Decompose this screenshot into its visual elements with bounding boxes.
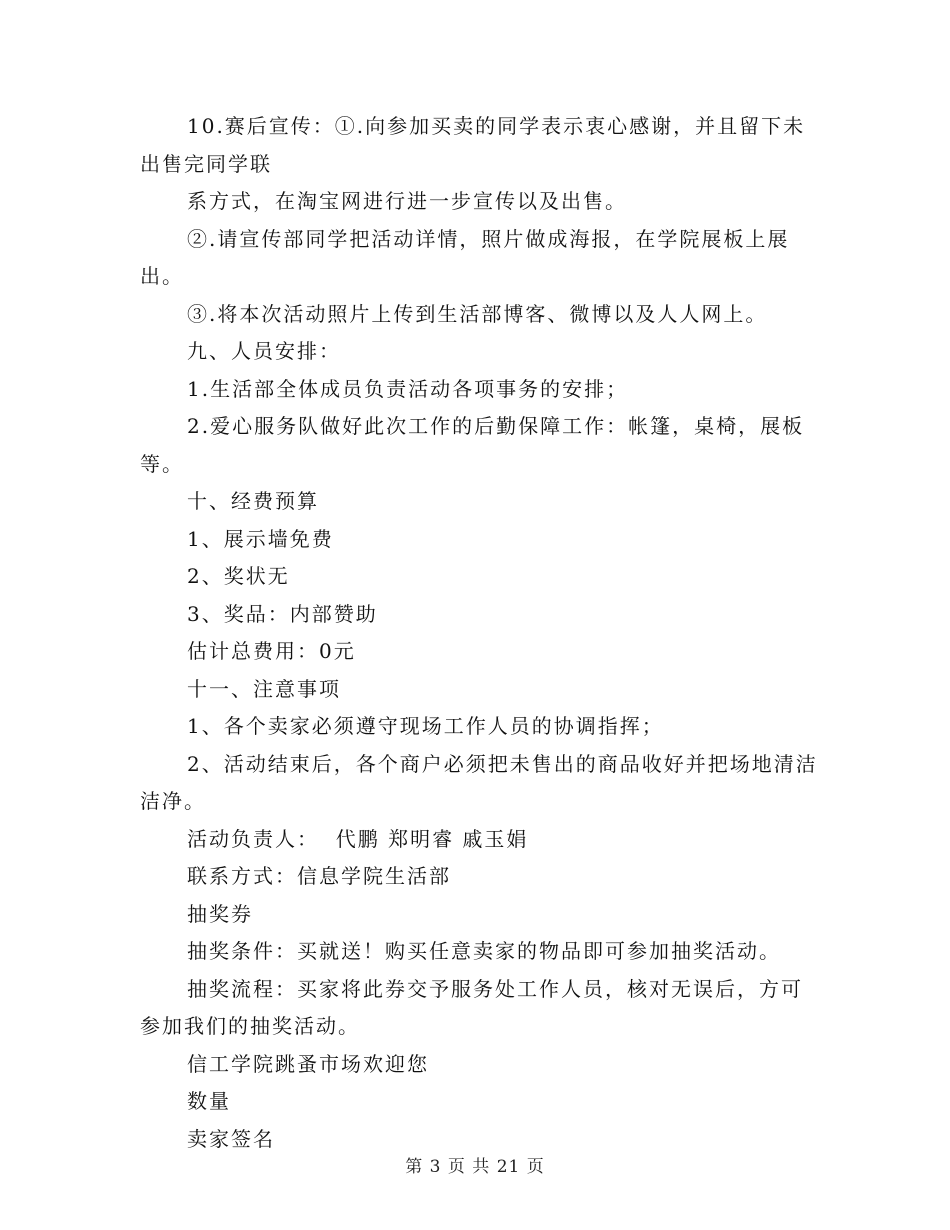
paragraph-contact-taobao: 系方式，在淘宝网进行进一步宣传以及出售。 <box>187 189 627 213</box>
page-number-footer: 第 3 页 共 21 页 <box>405 1157 545 1177</box>
paragraph-lottery-condition: 抽奖条件：买就送！购买任意卖家的物品即可参加抽奖活动。 <box>187 939 781 963</box>
paragraph-staff-item-2: 2.爱心服务队做好此次工作的后勤保障工作：帐篷，桌椅，展板等。 <box>140 414 805 476</box>
paragraph-poster: ②.请宣传部同学把活动详情，照片做成海报，在学院展板上展出。 <box>140 226 790 288</box>
paragraph-welcome: 信工学院跳蚤市场欢迎您 <box>187 1051 429 1076</box>
paragraph-post-event-publicity: 10.赛后宣传：①.向参加买卖的同学表示衷心感谢，并且留下未出售完同学联 <box>140 114 806 176</box>
document-body <box>140 108 820 1158</box>
paragraph-seller-signature: 卖家签名 <box>187 1126 275 1151</box>
paragraph-lottery-process: 抽奖流程：买家将此券交予服务处工作人员，核对无误后，方可参加我们的抽奖活动。 <box>140 976 803 1038</box>
heading-lottery-ticket: 抽奖券 <box>187 901 253 926</box>
paragraph-notes-item-1: 1、各个卖家必须遵守现场工作人员的协调指挥； <box>187 714 664 738</box>
paragraph-budget-item-1: 1、展示墙免费 <box>187 526 334 551</box>
paragraph-total-cost: 估计总费用：0元 <box>187 639 356 663</box>
paragraph-contact: 联系方式：信息学院生活部 <box>187 864 451 888</box>
paragraph-notes-item-2: 2、活动结束后，各个商户必须把未售出的商品收好并把场地清洁洁净。 <box>140 751 818 813</box>
heading-staff-arrangement: 九、人员安排： <box>187 339 341 363</box>
heading-notes: 十一、注意事项 <box>187 676 341 701</box>
paragraph-budget-item-2: 2、奖状无 <box>187 564 290 588</box>
paragraph-persons-in-charge: 活动负责人： 代鹏 郑明睿 戚玉娟 <box>187 826 529 851</box>
paragraph-budget-item-3: 3、奖品：内部赞助 <box>187 601 378 626</box>
paragraph-staff-item-1: 1.生活部全体成员负责活动各项事务的安排； <box>187 376 629 401</box>
heading-budget: 十、经费预算 <box>187 489 319 513</box>
paragraph-quantity: 数量 <box>187 1089 231 1113</box>
paragraph-upload-photos: ③.将本次活动照片上传到生活部博客、微博以及人人网上。 <box>187 301 768 326</box>
